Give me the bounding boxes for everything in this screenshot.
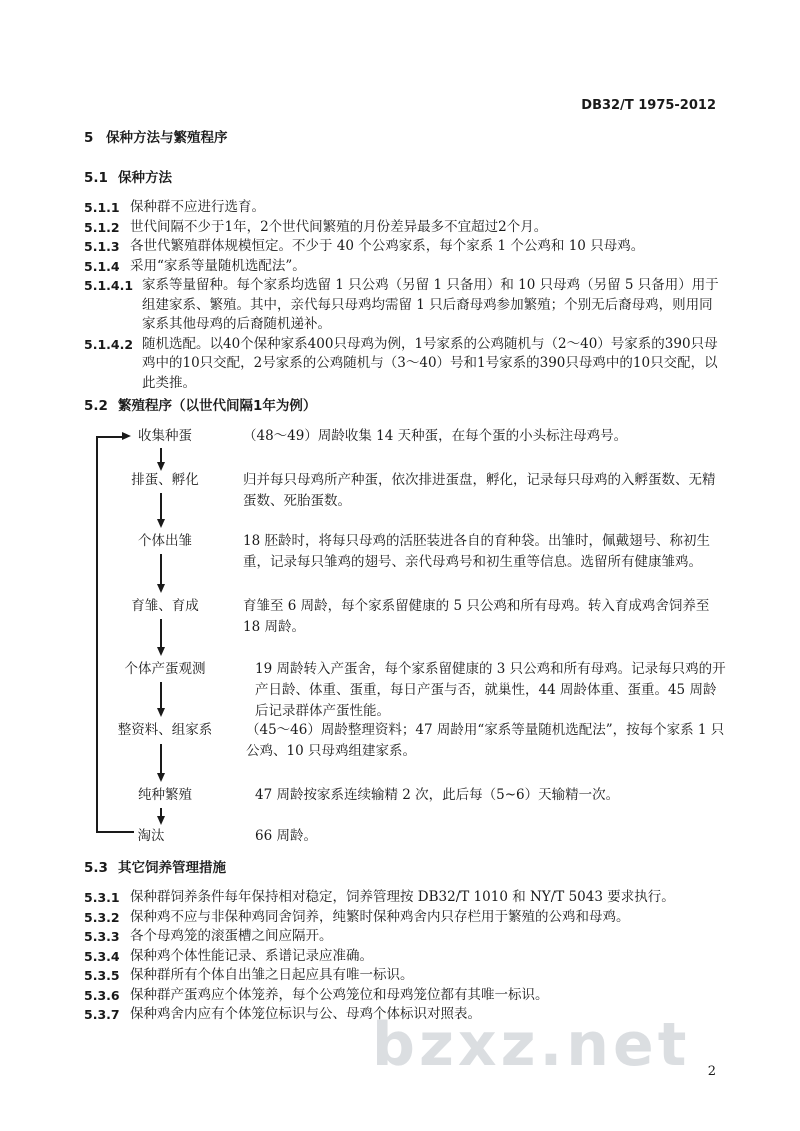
- clause-item: 5.1.4 采用“家系等量随机选配法”。: [84, 257, 306, 274]
- flow-arrow-shaft: [160, 744, 162, 775]
- clause-item: 5.3.7 保种鸡舍内应有个体笼位标识与公、母鸡个体标识对照表。: [84, 1006, 481, 1022]
- clause-item: 5.1.2 世代间隔不少于1年，2个世代间繁殖的月份差异最多不宜超过2个月。: [84, 218, 548, 235]
- flow-arrow-head: [157, 584, 165, 593]
- section-number: 5.1: [84, 170, 108, 186]
- flow-step-description: 18 胚龄时，将每只母鸡的活胚装进各自的育种袋。出雏时，佩戴翅号、称初生重，记录每只雏鸡的翅号、亲代母鸡号和初生重等信息。选留所有健康雏鸡。: [243, 533, 710, 570]
- flow-step-description: 47 周龄按家系连续输精 2 次，此后每（5~6）天输精一次。: [255, 787, 620, 803]
- flow-step: 淘汰: [137, 828, 165, 844]
- flow-arrow-head: [157, 519, 165, 528]
- flow-arrow-head: [157, 708, 165, 717]
- flow-step: 个体产蛋观测: [124, 661, 206, 677]
- clause-item: 5.1.4.2 随机选配。以40个保种家系400只母鸡为例，1号家系的公鸡随机与（2～40）号家系的390只母鸡中的10只交配，2号家系的公鸡随机与（3～40）号和1号家系的390只母鸡中的10只交配，以此类推。: [84, 335, 718, 391]
- clause-item: 5.1.3 各世代繁殖群体规模恒定。不少于 40 个公鸡家系，每个家系 1 个公鸡和 10 只母鸡。: [84, 238, 645, 254]
- section-title: 保种方法与繁殖程序: [106, 130, 228, 146]
- loop-line-left: [96, 436, 98, 832]
- section-title: 繁殖程序（以世代间隔1年为例）: [118, 398, 317, 414]
- section-number: 5.3: [84, 860, 108, 876]
- flow-arrow-head: [157, 816, 165, 825]
- flow-arrow-shaft: [160, 682, 162, 710]
- flow-step-description: 19 周龄转入产蛋舍，每个家系留健康的 3 只公鸡和所有母鸡。记录每只鸡的开产日龄、体重、蛋重，每日产蛋与否，就巢性，44 周龄体重、蛋重。45 周龄后记录群体产蛋性能。: [255, 661, 726, 719]
- flow-arrow-head: [157, 647, 165, 656]
- clause-item: 5.1.4.1 家系等量留种。每个家系均选留 1 只公鸡（另留 1 只备用）和 10 只母鸡（另留 5 只备用）用于组建家系、繁殖。其中，亲代每只母鸡均需留 1 只后裔母鸡参加繁殖；个别无后裔母鸡，则用同家系其他母鸡的后裔随机递补。: [84, 277, 719, 332]
- flow-step: 纯种繁殖: [138, 787, 192, 803]
- flow-step: 排蛋、孵化: [131, 472, 199, 488]
- clause-item: 5.3.5 保种群所有个体自出雏之日起应具有唯一标识。: [84, 967, 414, 983]
- section-title: 其它饲养管理措施: [118, 860, 226, 876]
- flow-step: 育雏、育成: [131, 598, 199, 614]
- flow-step-description: （45～46）周龄整理资料；47 周龄用“家系等量随机选配法”，按每个家系 1 只公鸡、10 只母鸡组建家系。: [246, 722, 725, 759]
- watermark: bzxz.net: [372, 1010, 691, 1080]
- clause-item: 5.1.1 保种群不应进行选育。: [84, 199, 265, 215]
- flow-arrow-head: [157, 773, 165, 782]
- clause-item: 5.3.3 各个母鸡笼的滚蛋槽之间应隔开。: [84, 928, 333, 944]
- flow-step-description: 育雏至 6 周龄，每个家系留健康的 5 只公鸡和所有母鸡。转入育成鸡舍饲养至 18 周龄。: [243, 598, 710, 635]
- flow-step: 收集种蛋: [138, 428, 192, 444]
- flow-arrow-shaft: [160, 554, 162, 586]
- page-number: 2: [707, 1064, 716, 1079]
- clause-item: 5.3.4 保种鸡个体性能记录、系谱记录应准确。: [84, 947, 373, 964]
- section-title: 保种方法: [118, 170, 172, 186]
- clause-item: 5.3.6 保种群产蛋鸡应个体笼养，每个公鸡笼位和母鸡笼位都有其唯一标识。: [84, 986, 549, 1003]
- flow-arrow-shaft: [160, 493, 162, 521]
- flow-step-description: （48～49）周龄收集 14 天种蛋，在每个蛋的小头标注母鸡号。: [243, 428, 628, 444]
- flow-step: 整资料、组家系: [117, 722, 213, 738]
- flow-step: 个体出雏: [138, 533, 192, 549]
- clause-item: 5.3.2 保种鸡不应与非保种鸡同舍饲养，纯繁时保种鸡舍内只存栏用于繁殖的公鸡和母鸡。: [84, 908, 630, 925]
- flow-step-description: 归并每只母鸡所产种蛋，依次排进蛋盘，孵化，记录每只母鸡的入孵蛋数、无精蛋数、死胎蛋数。: [243, 472, 716, 509]
- flow-arrow-head: [157, 462, 165, 471]
- section-number: 5.2: [84, 398, 108, 414]
- section-5-3-heading: [84, 858, 226, 878]
- section-number: 5: [84, 130, 94, 146]
- flow-step-description: 66 周龄。: [255, 828, 317, 844]
- standard-code: DB32/T 1975-2012: [581, 98, 716, 113]
- clause-item: 5.3.1 保种群饲养条件每年保持相对稳定，饲养管理按 DB32/T 1010 和 NY/T 5043 要求执行。: [84, 889, 675, 905]
- flow-arrow-shaft: [160, 619, 162, 649]
